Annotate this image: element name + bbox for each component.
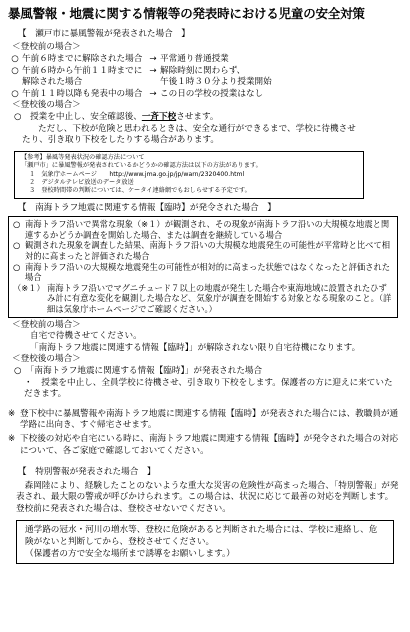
nankai-notes xyxy=(8,409,404,457)
reference-items xyxy=(21,171,357,196)
nankai-during-line1: ○ 「南海トラフ地震に関連する情報【臨時】」が発表された場合 xyxy=(14,366,263,377)
bullet-mark: ○ xyxy=(11,88,19,99)
storm-during-line1 xyxy=(8,112,404,124)
nankai-conditions-box xyxy=(8,216,398,317)
storm-during-underline: 一斉下校 xyxy=(141,112,177,123)
page-title: 暴風警報・地震に関する情報等の発表時における児童の安全対策 xyxy=(8,6,365,21)
storm-during-line3: たり、引き取り下校をしたりする場合があります。 xyxy=(22,135,219,146)
nankai-before-label: ＜登校前の場合＞ xyxy=(12,319,81,330)
reference-item: １ 気象庁ホームページ http://www.jma.go.jp/jp/warn/2320400.html xyxy=(29,170,245,178)
storm-header: 【 瀬戸市に暴風警報が発表された場合 】 xyxy=(18,28,190,39)
nankai-condition-text: 観測された現象を調査した結果、南海トラフ沿いの大規模な地震発生の可能性が平常時と比べて相対的に高まったと評価された場合 xyxy=(25,240,391,262)
road-safety-box xyxy=(16,520,394,564)
road-safety-line1: 通学路の冠水・河川の増水等、登校に危険があると判断された場合には、学校に連絡し、危険がないと判断してから、登校させてください。 xyxy=(25,524,378,547)
reference-title: 【参考】暴風等発表状況の確認方法について xyxy=(21,153,145,161)
bullet-mark: ○ xyxy=(11,54,19,65)
road-safety-line2: （保護者の方で安全な場所まで誘導をお願いします。） xyxy=(25,548,235,559)
nankai-condition-text: 南海トラフ沿いで異常な現象（※１）が観測され、その現象が南海トラフ沿いの大規模な地震と関連するかどうか調査を開始した場合、または調査を継続している場合 xyxy=(25,219,390,240)
storm-result: この日の学校の授業はなし xyxy=(160,88,264,99)
bullet-mark: ○ xyxy=(13,261,21,272)
reference-box xyxy=(14,151,364,199)
storm-during-line2: ただし、下校が危険と思われるときは、安全な通行ができるまで、学校に待機させ xyxy=(38,123,356,134)
nankai-condition-item xyxy=(13,262,393,283)
reference-item: ２ デジタルテレビ放送のデータ放送 xyxy=(29,178,134,186)
storm-row xyxy=(8,77,404,89)
storm-row xyxy=(8,54,404,66)
bullet-mark: ○ xyxy=(11,65,19,76)
reference-item: ３ 登校時間帯の判断については、ケータイ連絡網でもおしらせする予定です。 xyxy=(29,187,251,195)
note-item xyxy=(8,409,404,432)
note-mark: ※ xyxy=(8,434,16,445)
note-text: 下校後の対応や自宅にいる時に、南海トラフ地震に関連する情報【臨時】が発令された場合の対応について、各ご家庭で確認しておいてください。 xyxy=(20,434,399,456)
bullet-mark: ○ xyxy=(13,219,21,230)
storm-section xyxy=(8,29,404,147)
nankai-condition-text: 南海トラフ沿いでマグニチュード７以上の地震が発生した場合や東海地域に設置されたひずみ計に有意な変化を観測した場合など、気象庁が調査を開始する対象となる現象のこと。（詳細は気象庁ホームページでご確認ください。） xyxy=(47,282,392,315)
nankai-during-label: ＜登校後の場合＞ xyxy=(12,354,81,365)
nankai-condition-item xyxy=(13,240,393,261)
nankai-condition-item xyxy=(13,283,393,315)
storm-result: 平常通り普通授業 xyxy=(160,54,229,65)
storm-row xyxy=(8,89,404,101)
note-item xyxy=(8,434,404,457)
storm-during-label: ＜登校後の場合＞ xyxy=(12,100,81,111)
storm-condition: 解除された場合 xyxy=(22,77,83,88)
storm-during-pre: ○ 授業を中止し、安全確認後、 xyxy=(14,112,142,123)
storm-rows xyxy=(8,54,404,100)
arrow-icon: → xyxy=(149,65,157,76)
storm-condition: 午前６時までに解除された場合 xyxy=(22,54,143,65)
nankai-before-line2: 「南海トラフ地震に関連する情報【臨時】」が解除されない限り自宅待機になります。 xyxy=(30,342,361,353)
storm-condition: 午前１１時以降も発表中の場合 xyxy=(22,88,143,99)
nankai-before-line1: 自宅で待機させてください。 xyxy=(30,331,142,342)
special-body: 森岡陸により、経験したことのないような重大な災害の危険性が高まった場合、「特別警報」が発表され、最大限の警戒が呼びかけられます。この場合は、状況に応じて最善の対応を判断します。登校前に発表された場合は、登校させないでください。 xyxy=(16,480,399,514)
storm-result: 解除時刻に関わらず、 xyxy=(160,65,246,76)
arrow-icon: → xyxy=(149,54,157,65)
special-section xyxy=(8,467,404,515)
nankai-condition-text: 南海トラフ沿いの大規模な地震発生の可能性が相対的に高まった状態ではなくなったと評価された場合 xyxy=(25,261,391,283)
storm-before-label: ＜登校前の場合＞ xyxy=(12,42,81,53)
nankai-during-line2: ・ 授業を中止し、全員学校に待機させ、引き取り下校をします。保護者の方に迎えに来ていただきます。 xyxy=(24,377,393,400)
note-text: 登下校中に暴風警報や南海トラフ地震に関連する情報【臨時】が発表された場合には、教職員が通学路に出向き、すぐ帰宅させます。 xyxy=(20,408,399,431)
special-header: 【 特別警報が発表された場合 】 xyxy=(18,467,156,478)
reference-intro: 「瀬戸市」に暴風警報が発表されているかどうかの確認方法は以下の方法があります。 xyxy=(21,162,262,170)
note-mark: ※ xyxy=(8,408,16,419)
storm-result: 午後１時３０分より授業開始 xyxy=(160,77,272,88)
arrow-icon: → xyxy=(149,88,157,99)
storm-during-post: させます。 xyxy=(176,112,219,123)
bullet-mark: （※１） xyxy=(13,282,45,293)
storm-condition: 午前６時から午前１１時までに xyxy=(22,65,143,76)
storm-row xyxy=(8,66,404,78)
nankai-condition-item xyxy=(13,219,393,240)
bullet-mark: ○ xyxy=(13,240,21,251)
nankai-header: 【 南海トラフ地震に関連する情報【臨時】が発令された場合 】 xyxy=(18,202,276,213)
bullet-mark xyxy=(8,77,22,89)
nankai-section xyxy=(8,203,404,458)
arrow-icon xyxy=(146,77,160,89)
